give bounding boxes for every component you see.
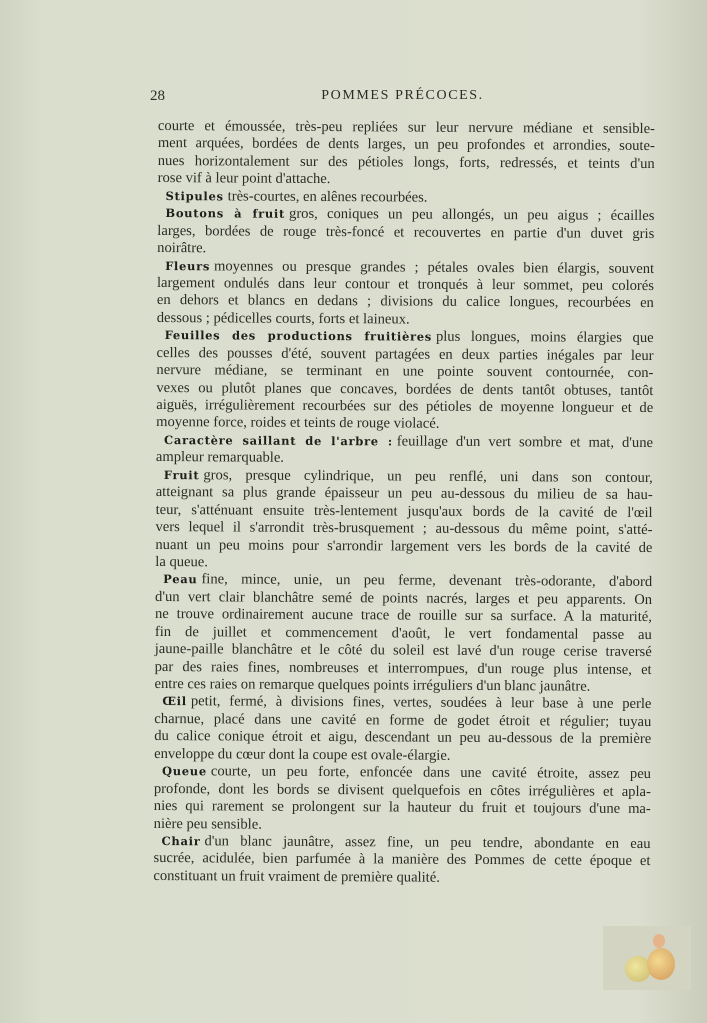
line-text: teur, s'atténuant ensuite très-lentement jusqu'aux bords de la cavité de l'œil <box>155 501 653 521</box>
line-text: fine, mince, unie, un peu ferme, devenant très-odorante, d'abord <box>201 571 653 591</box>
line-text: gros, presque cylindrique, un peu renflé, uni dans son contour, <box>203 467 653 486</box>
line-text: courte et émoussée, très-peu repliées sur leur nervure médiane et sensible- <box>157 118 655 138</box>
line-text: aiguës, irrégulièrement recourbées sur des pétioles de moyenne longueur et de <box>156 396 654 417</box>
line-text: ampleur remarquable. <box>155 449 285 467</box>
running-header <box>150 88 655 108</box>
line-text: en dehors et blancs en dedans ; divisions du calice longues, recourbées en <box>156 292 654 312</box>
line-text: ne trouve ordinairement aucune trace de rouille sur sa surface. A la maturité, <box>154 606 653 626</box>
fruit-illustration-thumbnail <box>603 926 691 990</box>
line-text: nervure médiane, se terminant en une pointe souvent contournée, con- <box>156 362 654 382</box>
line-text: la queue. <box>155 553 209 571</box>
line-text: rose vif à leur point d'attache. <box>157 170 331 188</box>
line-text: jaune-paille blanchâtre et le côté du soleil est lavé d'un rouge cerise traversé <box>154 641 652 661</box>
paragraph-lead-term: Chair <box>161 833 201 849</box>
line-text: ment arquées, bordées de dents larges, un peu profondes et arrondies, soute- <box>157 135 655 155</box>
line-text: vexes ou plutôt planes que concaves, bordées de dents tantôt obtuses, tantôt <box>156 379 654 399</box>
line-text: petit, fermé, à divisions fines, vertes, soudées à leur base à une perle <box>190 693 652 713</box>
paragraph <box>154 763 651 836</box>
line-text: fin de juillet et commencement d'août, le vert fondamental passe au <box>154 623 652 643</box>
paragraph-lead-term: Fleurs <box>165 258 211 273</box>
text-line <box>153 868 650 888</box>
line-text: d'un blanc jaunâtre, assez fine, un peu tendre, abondante en eau <box>204 833 651 852</box>
line-text: constituant un fruit vraiment de première qualité. <box>153 867 440 886</box>
paragraph <box>154 693 651 766</box>
body-text <box>153 118 655 888</box>
line-text: gros, coniques un peu allongés, un peu aigus ; écailles <box>288 205 655 225</box>
line-text: du calice conique étroit et aigu, descendant un peu au-dessous de la première <box>154 728 652 748</box>
line-text: profonde, dont les bords se divisent quelquefois en côtes irrégulières et apla- <box>153 780 651 800</box>
paragraph-lead-term: Caractère saillant de l'arbre : <box>163 432 393 449</box>
apple-shape <box>647 948 675 980</box>
text-line <box>157 223 654 243</box>
line-text: feuillage d'un vert sombre et mat, d'une <box>396 433 654 451</box>
paragraph-lead-term: Boutons à fruit <box>165 206 286 221</box>
paragraph <box>156 327 654 435</box>
page-number: 28 <box>150 88 165 104</box>
paragraph <box>158 118 655 191</box>
paragraph-lead-term: Feuilles des productions fruitières <box>164 328 433 344</box>
line-text: très-courtes, en alênes recourbées. <box>227 188 428 206</box>
line-text: charnue, placé dans une cavité en forme de godet étroit et régulier; tuyau <box>154 710 652 730</box>
page-title: POMMES PRÉCOCES. <box>321 88 484 103</box>
line-text: enveloppe du cœur dont la coupe est ovale-élargie. <box>154 745 451 764</box>
line-text: nies qui rarement se prolongent sur la hauteur du fruit et toujours d'une ma- <box>153 798 651 818</box>
line-text: d'un vert clair blanchâtre semé de points nacrés, larges et peu apparents. On <box>155 588 653 608</box>
paragraph <box>153 833 650 888</box>
line-text: nues horizontalement sur des pétioles longs, forts, redressés, et teints d'un <box>157 152 655 172</box>
line-text: entre ces raies on remarque quelques points irréguliers d'un blanc jaunâtre. <box>154 675 591 695</box>
line-text: nuant un peu moins pour s'arrondir largement vers les bords de la cavité de <box>155 536 653 556</box>
paragraph <box>157 205 654 260</box>
paragraph <box>155 467 653 575</box>
line-text: largement ondulés dans leur contour et tronqués à leur sommet, peu colorés <box>156 274 655 294</box>
line-text: par des raies fines, nombreuses et interrompues, d'un rouge plus intense, et <box>154 658 652 678</box>
line-text: sucrée, acidulée, bien parfumée à la manière des Pommes de cette époque et <box>153 850 651 870</box>
paragraph-lead-term: Peau <box>163 572 198 587</box>
line-text: nière peu sensible. <box>153 815 262 833</box>
line-text: moyennes ou presque grandes ; pétales ovales bien élargis, souvent <box>214 257 655 277</box>
paragraph <box>156 432 653 470</box>
line-text: moyenne force, roides et teints de rouge violacé. <box>156 414 440 433</box>
paragraph-lead-term: Œil <box>162 694 187 709</box>
paragraph-lead-term: Fruit <box>163 467 200 483</box>
line-text: plus longues, moins élargies que <box>435 328 654 347</box>
line-text: atteignant sa plus grande épaisseur un peu au-dessous du milieu de sa hau- <box>155 484 653 504</box>
line-text: courte, un peu forte, enfoncée dans une cavité étroite, assez peu <box>210 763 652 783</box>
paragraph <box>157 257 654 330</box>
paragraph-lead-term: Queue <box>161 764 207 779</box>
paragraph <box>154 571 652 696</box>
apple-shape <box>653 934 665 948</box>
line-text: vers lequel il s'arrondit très-brusquement ; au-dessous du même point, s'atté- <box>155 519 653 539</box>
text-line <box>155 536 652 556</box>
line-text: larges, bordées de rouge très-foncé et recouvertes en partie d'un duvet gris <box>157 222 655 242</box>
line-text: dessous ; pédicelles courts, forts et laineux. <box>156 309 410 328</box>
line-text: noirâtre. <box>157 240 207 257</box>
line-text: celles des pousses d'été, souvent partagées en deux parties inégales par leur <box>156 344 654 364</box>
paragraph-lead-term: Stipules <box>165 188 224 204</box>
